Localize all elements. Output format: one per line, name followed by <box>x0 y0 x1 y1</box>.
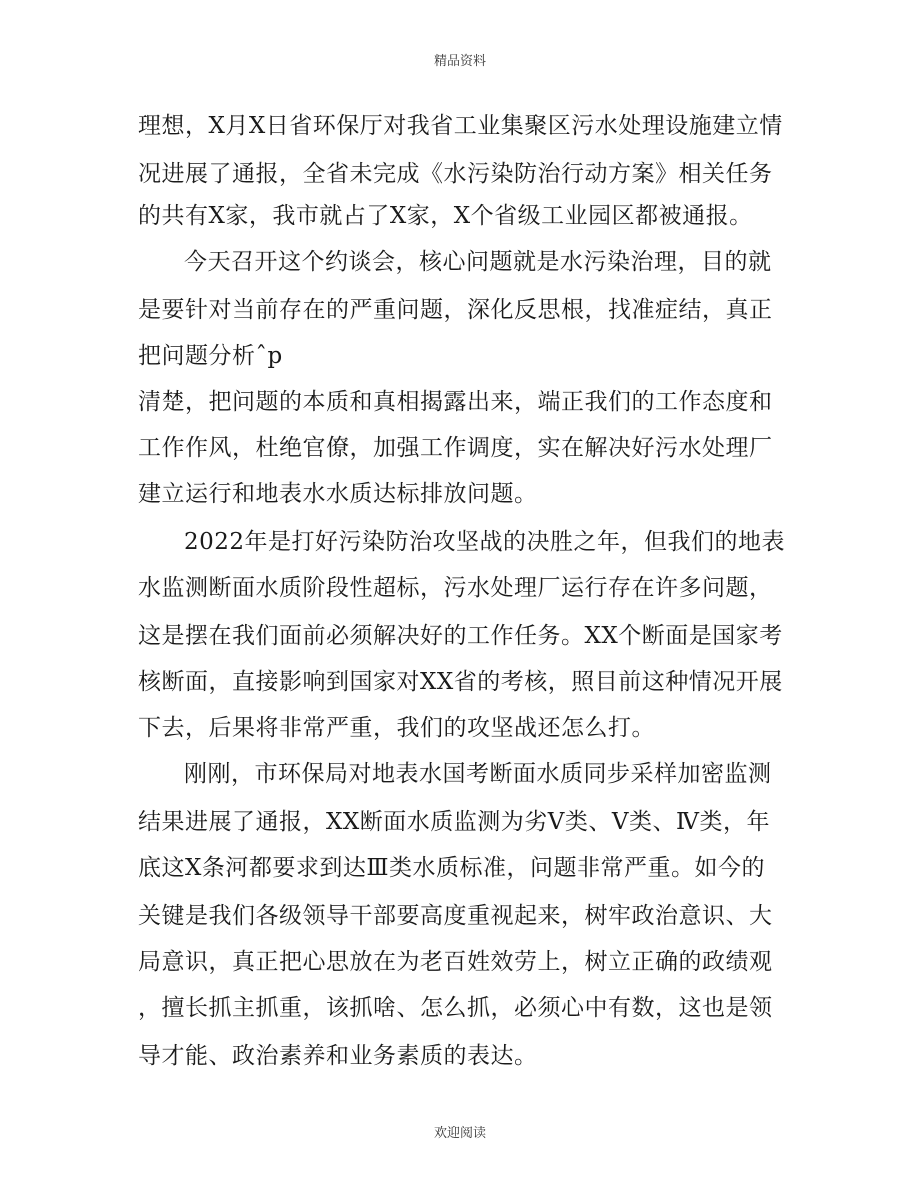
text-line: 2022年是打好污染防治攻坚战的决胜之年，但我们的地表 <box>184 529 786 555</box>
text-line: 关键是我们各级领导干部要高度重视起来，树牢政治意识、大 <box>138 903 773 929</box>
text-line: 局意识，真正把心思放在为老百姓效劳上，树立正确的政绩观 <box>138 949 773 975</box>
text-line: 清楚，把问题的本质和真相揭露出来，端正我们的工作态度和 <box>138 389 773 415</box>
page-footer: 欢迎阅读 <box>433 1126 486 1141</box>
text-line: 是要针对当前存在的严重问题，深化反思根，找准症结，真正 <box>138 297 773 323</box>
text-line: 工作作风，杜绝官僚，加强工作调度，实在解决好污水处理厂 <box>138 435 773 461</box>
text-line: 底这X条河都要求到达Ⅲ类水质标准，问题非常严重。如今的 <box>138 855 766 881</box>
text-line: 下去，后果将非常严重，我们的攻坚战还怎么打。 <box>138 715 655 741</box>
text-line: 建立运行和地表水水质达标排放问题。 <box>138 481 538 507</box>
text-line: 把问题分析ˆp <box>138 343 283 369</box>
text-line: 这是摆在我们面前必须解决好的工作任务。XX个断面是国家考 <box>138 623 783 649</box>
text-line: 况进展了通报，全省未完成《水污染防治行动方案》相关任务 <box>138 161 773 187</box>
text-line: 导才能、政治素养和业务素质的表达。 <box>138 1043 538 1069</box>
text-line: 结果进展了通报，XX断面水质监测为劣Ⅴ类、Ⅴ类、Ⅳ类，年 <box>138 809 770 835</box>
text-line: 水监测断面水质阶段性超标，污水处理厂运行存在许多问题， <box>138 575 773 601</box>
text-line: 刚刚，市环保局对地表水国考断面水质同步采样加密监测 <box>184 761 772 787</box>
text-line: 理想，X月X日省环保厅对我省工业集聚区污水处理设施建立情 <box>138 113 783 139</box>
page-header: 精品资料 <box>433 54 486 69</box>
text-line: 核断面，直接影响到国家对XX省的考核，照目前这种情况开展 <box>138 669 783 695</box>
text-line: 今天召开这个约谈会，核心问题就是水污染治理，目的就 <box>184 249 772 275</box>
text-line: 的共有X家，我市就占了X家，X个省级工业园区都被通报。 <box>138 203 753 229</box>
text-line: ，擅长抓主抓重，该抓啥、怎么抓，必须心中有数，这也是领 <box>138 995 773 1021</box>
